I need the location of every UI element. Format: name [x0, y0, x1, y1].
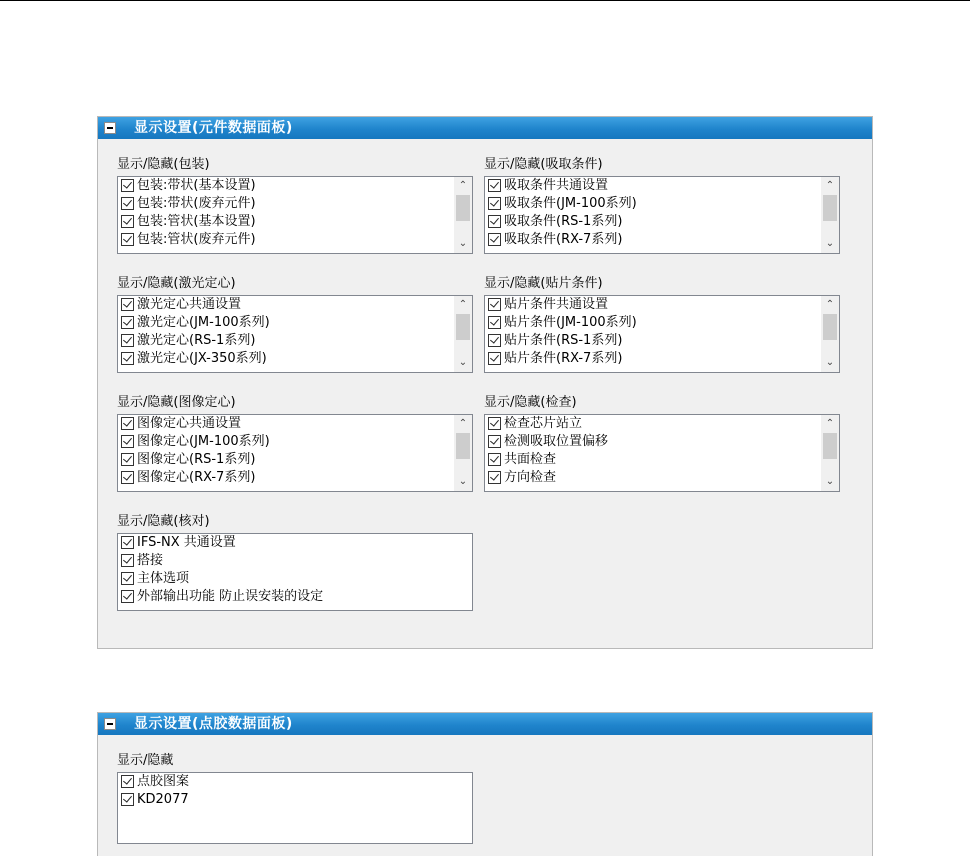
list-item[interactable]: 贴片条件共通设置 — [485, 296, 839, 314]
list-item[interactable]: 吸取条件(RS-1系列) — [485, 213, 839, 231]
dispense-data-display-settings-panel — [97, 712, 873, 856]
panel-header — [98, 713, 872, 735]
scrollbar-thumb[interactable] — [823, 433, 837, 459]
checkbox-checked-icon[interactable] — [488, 471, 501, 484]
list-item[interactable]: 点胶图案 — [118, 773, 472, 791]
list-item[interactable]: 检查芯片站立 — [485, 415, 839, 433]
checkbox-checked-icon[interactable] — [121, 197, 134, 210]
checkbox-checked-icon[interactable] — [121, 334, 134, 347]
checkbox-checked-icon[interactable] — [121, 793, 134, 806]
list-item[interactable]: 贴片条件(RS-1系列) — [485, 332, 839, 350]
chevron-up-icon[interactable]: ⌃ — [458, 418, 468, 429]
chevron-down-icon[interactable]: ⌄ — [458, 238, 468, 249]
checklist-packaging[interactable] — [117, 176, 473, 254]
list-item[interactable]: KD2077 — [118, 791, 472, 809]
chevron-down-icon[interactable]: ⌄ — [825, 357, 835, 368]
group-label: 显示/隐藏(检查) — [484, 395, 577, 410]
vertical-scrollbar[interactable] — [454, 296, 472, 372]
component-data-display-settings-panel — [97, 116, 873, 649]
list-item[interactable]: 吸取条件(JM-100系列) — [485, 195, 839, 213]
checkbox-checked-icon[interactable] — [488, 197, 501, 210]
checklist-verification[interactable] — [117, 533, 473, 611]
group-label: 显示/隐藏(吸取条件) — [484, 157, 603, 172]
group-label: 显示/隐藏(激光定心) — [117, 276, 236, 291]
list-item[interactable]: 贴片条件(RX-7系列) — [485, 350, 839, 368]
list-item[interactable]: 共面检查 — [485, 451, 839, 469]
chevron-down-icon[interactable]: ⌄ — [458, 357, 468, 368]
vertical-scrollbar[interactable] — [821, 177, 839, 253]
list-item[interactable]: 搭接 — [118, 552, 472, 570]
group-label: 显示/隐藏 — [117, 753, 174, 768]
list-item[interactable]: 包装:管状(废弃元件) — [118, 231, 472, 249]
chevron-down-icon[interactable]: ⌄ — [825, 238, 835, 249]
chevron-up-icon[interactable]: ⌃ — [825, 180, 835, 191]
group-label: 显示/隐藏(包装) — [117, 157, 210, 172]
list-item[interactable]: 吸取条件(RX-7系列) — [485, 231, 839, 249]
chevron-down-icon[interactable]: ⌄ — [458, 476, 468, 487]
top-divider — [0, 0, 970, 1]
checkbox-checked-icon[interactable] — [121, 298, 134, 311]
checkbox-checked-icon[interactable] — [121, 453, 134, 466]
checklist-dispense[interactable] — [117, 772, 473, 844]
list-item[interactable]: 外部输出功能 防止误安装的设定 — [118, 588, 472, 606]
checklist-laser-centering[interactable] — [117, 295, 473, 373]
checkbox-checked-icon[interactable] — [121, 417, 134, 430]
collapse-minus-icon[interactable] — [104, 718, 116, 730]
checkbox-checked-icon[interactable] — [121, 775, 134, 788]
list-item[interactable]: 激光定心(JX-350系列) — [118, 350, 472, 368]
group-label: 显示/隐藏(核对) — [117, 514, 210, 529]
list-item[interactable]: 激光定心(JM-100系列) — [118, 314, 472, 332]
checkbox-checked-icon[interactable] — [121, 590, 134, 603]
list-item[interactable]: 检测吸取位置偏移 — [485, 433, 839, 451]
checkbox-checked-icon[interactable] — [121, 471, 134, 484]
checklist-inspection[interactable] — [484, 414, 840, 492]
checkbox-checked-icon[interactable] — [121, 572, 134, 585]
checkbox-checked-icon[interactable] — [488, 453, 501, 466]
list-item[interactable]: IFS-NX 共通设置 — [118, 534, 472, 552]
list-item[interactable]: 贴片条件(JM-100系列) — [485, 314, 839, 332]
panel-title: 显示设置(元件数据面板) — [134, 120, 293, 136]
chevron-down-icon[interactable]: ⌄ — [825, 476, 835, 487]
vertical-scrollbar[interactable] — [821, 415, 839, 491]
chevron-up-icon[interactable]: ⌃ — [458, 299, 468, 310]
scrollbar-thumb[interactable] — [456, 195, 470, 221]
vertical-scrollbar[interactable] — [454, 415, 472, 491]
checkbox-checked-icon[interactable] — [488, 435, 501, 448]
group-label: 显示/隐藏(图像定心) — [117, 395, 236, 410]
chevron-up-icon[interactable]: ⌃ — [825, 418, 835, 429]
panel-header — [98, 117, 872, 139]
checkbox-checked-icon[interactable] — [121, 554, 134, 567]
list-item[interactable]: 图像定心(JM-100系列) — [118, 433, 472, 451]
chevron-up-icon[interactable]: ⌃ — [825, 299, 835, 310]
list-item[interactable]: 图像定心共通设置 — [118, 415, 472, 433]
scrollbar-thumb[interactable] — [823, 195, 837, 221]
list-item[interactable]: 吸取条件共通设置 — [485, 177, 839, 195]
checkbox-checked-icon[interactable] — [488, 298, 501, 311]
checklist-vision-centering[interactable] — [117, 414, 473, 492]
list-item[interactable]: 包装:带状(基本设置) — [118, 177, 472, 195]
list-item[interactable]: 方向检查 — [485, 469, 839, 487]
checkbox-checked-icon[interactable] — [121, 435, 134, 448]
chevron-up-icon[interactable]: ⌃ — [458, 180, 468, 191]
checkbox-checked-icon[interactable] — [488, 417, 501, 430]
checkbox-checked-icon[interactable] — [488, 334, 501, 347]
checkbox-checked-icon[interactable] — [121, 179, 134, 192]
collapse-minus-icon[interactable] — [104, 122, 116, 134]
list-item[interactable]: 包装:带状(废弃元件) — [118, 195, 472, 213]
list-item[interactable]: 图像定心(RS-1系列) — [118, 451, 472, 469]
checkbox-checked-icon[interactable] — [121, 316, 134, 329]
checkbox-checked-icon[interactable] — [488, 352, 501, 365]
checkbox-checked-icon[interactable] — [121, 352, 134, 365]
checkbox-checked-icon[interactable] — [488, 316, 501, 329]
checkbox-checked-icon[interactable] — [121, 536, 134, 549]
list-item[interactable]: 包装:管状(基本设置) — [118, 213, 472, 231]
list-item[interactable]: 激光定心(RS-1系列) — [118, 332, 472, 350]
checkbox-checked-icon[interactable] — [488, 233, 501, 246]
checklist-pickup-conditions[interactable] — [484, 176, 840, 254]
panel-title: 显示设置(点胶数据面板) — [134, 716, 293, 732]
checkbox-checked-icon[interactable] — [121, 233, 134, 246]
scrollbar-thumb[interactable] — [456, 314, 470, 340]
list-item[interactable]: 激光定心共通设置 — [118, 296, 472, 314]
checkbox-checked-icon[interactable] — [121, 215, 134, 228]
group-label: 显示/隐藏(贴片条件) — [484, 276, 603, 291]
checklist-placement-conditions[interactable] — [484, 295, 840, 373]
checkbox-checked-icon[interactable] — [488, 179, 501, 192]
scrollbar-thumb[interactable] — [823, 314, 837, 340]
vertical-scrollbar[interactable] — [454, 177, 472, 253]
list-item[interactable]: 主体选项 — [118, 570, 472, 588]
scrollbar-thumb[interactable] — [456, 433, 470, 459]
vertical-scrollbar[interactable] — [821, 296, 839, 372]
list-item[interactable]: 图像定心(RX-7系列) — [118, 469, 472, 487]
checkbox-checked-icon[interactable] — [488, 215, 501, 228]
